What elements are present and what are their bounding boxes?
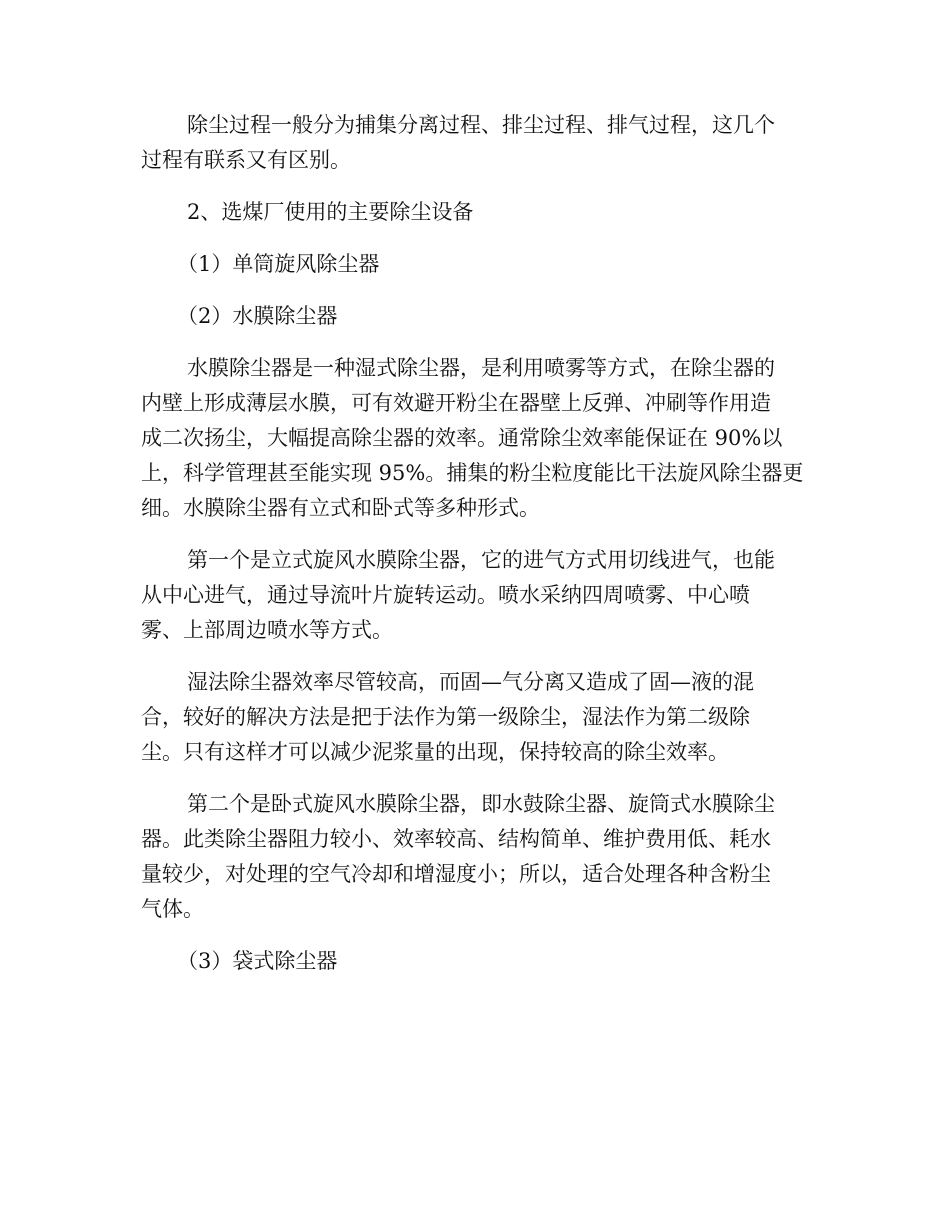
- paragraph-horizontal-type: [141, 787, 811, 927]
- text-line: 水膜除尘器是一种湿式除尘器，是利用喷雾等方式，在除尘器的: [187, 356, 775, 380]
- text-line: 气体。: [141, 897, 204, 921]
- list-item-single-cyclone: （1）单筒旋风除尘器: [177, 252, 380, 276]
- text-line: 尘。只有这样才可以减少泥浆量的出现，保持较高的除尘效率。: [141, 740, 729, 764]
- text-line: 量较少，对处理的空气冷却和增湿度小；所以，适合处理各种含粉尘: [141, 862, 771, 886]
- list-item-water-film: （2）水膜除尘器: [177, 304, 338, 328]
- text-line: 合，较好的解决方法是把于法作为第一级除尘，湿法作为第二级除: [141, 705, 750, 729]
- paragraph-wet-method: [141, 665, 811, 770]
- text-line: 细。水膜除尘器有立式和卧式等多种形式。: [141, 496, 540, 520]
- text-line: 第一个是立式旋风水膜除尘器，它的进气方式用切线进气，也能: [187, 548, 775, 572]
- text-line: 第二个是卧式旋风水膜除尘器，即水鼓除尘器、旋筒式水膜除尘: [187, 792, 775, 816]
- text-line: 上，科学管理甚至能实现 95%。捕集的粉尘粒度能比干法旋风除尘器更: [141, 461, 804, 485]
- text-line: 雾、上部周边喷水等方式。: [141, 618, 393, 642]
- paragraph-dust-removal-process: [141, 108, 811, 178]
- paragraph-vertical-type: [141, 543, 811, 648]
- document-body: [141, 108, 811, 996]
- section-heading: 2、选煤厂使用的主要除尘设备: [187, 200, 474, 224]
- text-line: 除尘过程一般分为捕集分离过程、排尘过程、排气过程，这几个: [187, 113, 775, 137]
- paragraph-water-film-description: [141, 351, 811, 526]
- list-item-bag-filter: （3）袋式除尘器: [177, 949, 338, 973]
- text-line: 器。此类除尘器阻力较小、效率较高、结构简单、维护费用低、耗水: [141, 827, 771, 851]
- text-line: 成二次扬尘，大幅提高除尘器的效率。通常除尘效率能保证在 90%以: [141, 426, 783, 450]
- text-line: 过程有联系又有区别。: [141, 148, 351, 172]
- text-line: 从中心进气，通过导流叶片旋转运动。喷水采纳四周喷雾、中心喷: [141, 583, 750, 607]
- text-line: 湿法除尘器效率尽管较高，而固—气分离又造成了固—液的混: [187, 670, 754, 694]
- text-line: 内壁上形成薄层水膜，可有效避开粉尘在器壁上反弹、冲刷等作用造: [141, 391, 771, 415]
